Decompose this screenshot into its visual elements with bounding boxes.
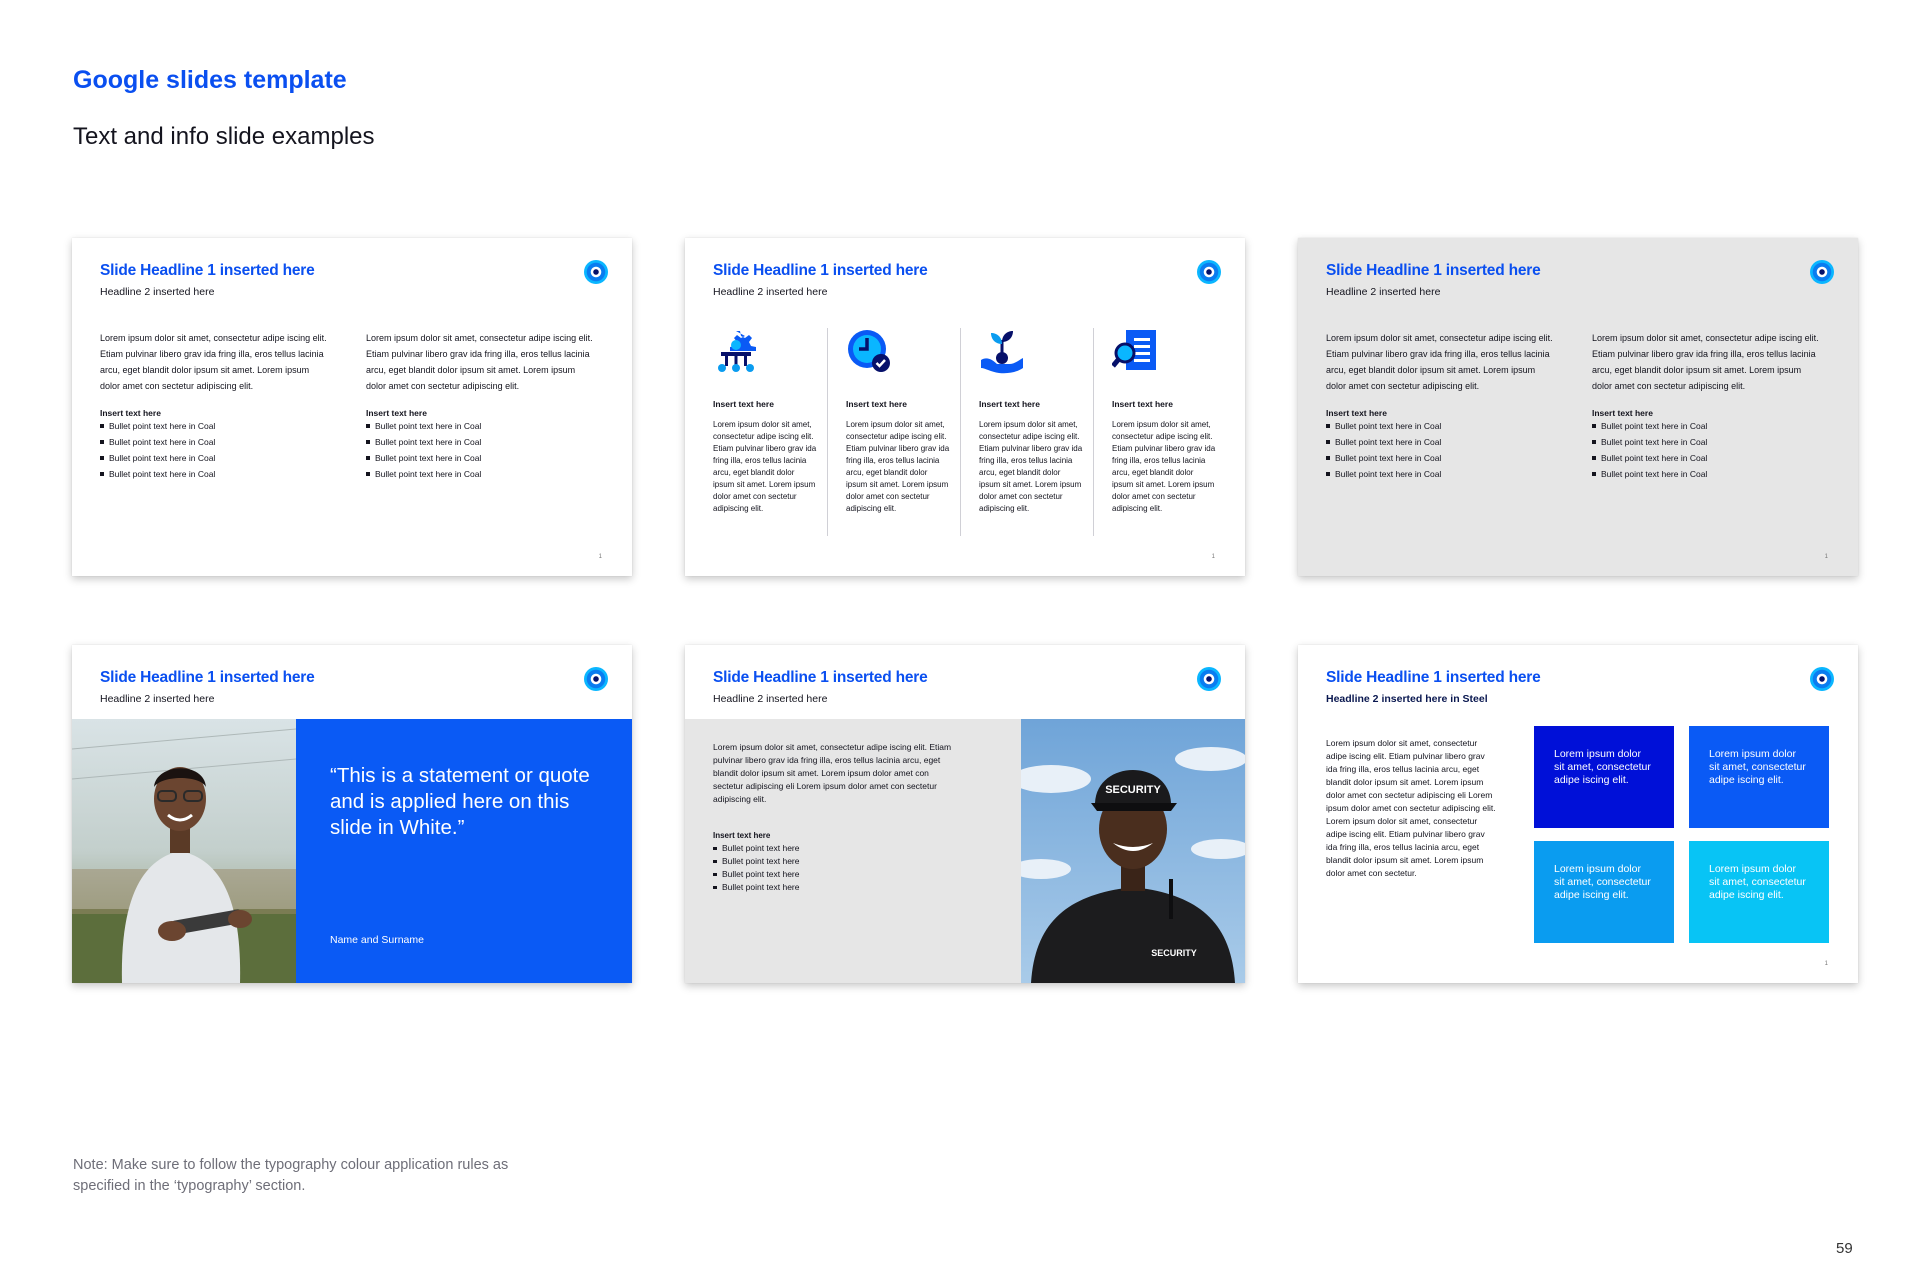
bullet-item: Bullet point text here in Coal — [1592, 434, 1822, 450]
bullet-item: Bullet point text here in Coal — [366, 418, 596, 434]
section-label: Insert text here — [713, 831, 771, 840]
slide-subheadline: Headline 2 inserted here in Steel — [1326, 693, 1488, 705]
slide-two-column-white[interactable] — [72, 238, 632, 576]
slide-headline: Slide Headline 1 inserted here — [1326, 262, 1541, 279]
body-text: Lorem ipsum dolor sit amet, consectetur adipe iscing elit. Etiam pulvinar libero grav ida fring illa, eros tellus lacinia arcu, eget blandit dolor ipsum sit amet. Lorem ipsum dolor amet con sectetur adipiscing eli Lorem ipsum dolor amet con sectetur adipiscing elit. — [713, 742, 952, 804]
quote-panel — [296, 719, 632, 983]
slide-number: 1 — [598, 554, 602, 560]
grey-text-panel — [685, 719, 1021, 983]
column-label: Insert text here — [979, 399, 1040, 409]
slide-text-tiles[interactable] — [1298, 645, 1858, 983]
section-label: Insert text here — [100, 408, 161, 418]
slide-subheadline: Headline 2 inserted here — [713, 286, 828, 298]
info-tile: Lorem ipsum dolor sit amet, consectetur adipe iscing elit. — [1689, 726, 1829, 828]
clock-check-icon — [846, 328, 892, 374]
body-text: Lorem ipsum dolor sit amet, consectetur adipe iscing elit. Etiam pulvinar libero grav ida fring illa, eros tellus lacinia arcu, eget blandit dolor ipsum sit amet. Lorem ipsum dolor amet con sectetur adipiscing elit. — [1326, 333, 1553, 391]
slide-subheadline: Headline 2 inserted here — [100, 693, 215, 705]
bullet-item: Bullet point text here in Coal — [1326, 466, 1556, 482]
security-guard-photo — [1021, 719, 1245, 983]
slide-headline: Slide Headline 1 inserted here — [100, 669, 315, 686]
column-body: Lorem ipsum dolor sit amet, consectetur adipe iscing elit. Etiam pulvinar libero grav ida fring illa, eros tellus lacinia arcu, eget blandit dolor ipsum sit amet. Lorem ipsum dolor amet con sectetur adipiscing elit. — [846, 420, 950, 513]
section-label: Insert text here — [366, 408, 427, 418]
bullet-list — [1592, 418, 1822, 482]
bullet-item: Bullet point text here in Coal — [1592, 450, 1822, 466]
brand-logo-icon — [1197, 260, 1221, 284]
column-label: Insert text here — [713, 399, 774, 409]
info-tile: Lorem ipsum dolor sit amet, consectetur adipe iscing elit. — [1689, 841, 1829, 943]
bullet-item: Bullet point text here in Coal — [366, 450, 596, 466]
bullet-item: Bullet point text here in Coal — [1592, 418, 1822, 434]
brand-logo-icon — [1810, 260, 1834, 284]
column-label: Insert text here — [846, 399, 907, 409]
page-note: Note: Make sure to follow the typography colour application rules as specified in the ‘typography’ section. — [73, 1157, 509, 1194]
slide-text-photo[interactable] — [685, 645, 1245, 983]
slide-number: 1 — [1824, 961, 1828, 967]
brand-logo-icon — [1810, 667, 1834, 691]
icon-column — [1112, 328, 1216, 528]
info-tile: Lorem ipsum dolor sit amet, consectetur adipe iscing elit. — [1534, 726, 1674, 828]
bullet-item: Bullet point text here — [713, 881, 800, 894]
bullet-list — [366, 418, 596, 482]
bullet-item: Bullet point text here in Coal — [100, 434, 330, 450]
cap-badge-text: SECURITY — [1105, 784, 1161, 796]
slide-number: 1 — [1824, 554, 1828, 560]
quote-text: “This is a statement or quote and is applied here on this slide in White.” — [330, 764, 590, 839]
text-column — [1326, 330, 1556, 482]
body-text: Lorem ipsum dolor sit amet, consectetur adipe iscing elit. Etiam pulvinar libero grav ida fring illa, eros tellus lacinia arcu, eget blandit dolor ipsum sit amet. Lorem ipsum dolor amet con sectetur adipiscing elit. — [366, 333, 593, 391]
page-subtitle: Text and info slide examples — [73, 123, 375, 150]
text-column — [366, 330, 596, 482]
slide-subheadline: Headline 2 inserted here — [713, 693, 828, 705]
text-column — [1592, 330, 1822, 482]
slide-headline: Slide Headline 1 inserted here — [713, 262, 928, 279]
column-divider — [827, 328, 828, 536]
icon-column — [979, 328, 1083, 528]
icon-column — [713, 328, 817, 528]
bullet-item: Bullet point text here in Coal — [100, 466, 330, 482]
column-body: Lorem ipsum dolor sit amet, consectetur adipe iscing elit. Etiam pulvinar libero grav ida fring illa, eros tellus lacinia arcu, eget blandit dolor ipsum sit amet. Lorem ipsum dolor amet con sectetur adipiscing elit. — [1112, 420, 1216, 513]
column-divider — [960, 328, 961, 536]
slide-number: 1 — [1211, 554, 1215, 560]
chest-badge-text: SECURITY — [1151, 948, 1197, 958]
bullet-item: Bullet point text here in Coal — [366, 466, 596, 482]
section-label: Insert text here — [1326, 408, 1387, 418]
bullet-item: Bullet point text here in Coal — [100, 418, 330, 434]
slide-headline: Slide Headline 1 inserted here — [100, 262, 315, 279]
bullet-item: Bullet point text here in Coal — [100, 450, 330, 466]
column-body: Lorem ipsum dolor sit amet, consectetur adipe iscing elit. Etiam pulvinar libero grav ida fring illa, eros tellus lacinia arcu, eget blandit dolor ipsum sit amet. Lorem ipsum dolor amet con sectetur adipiscing elit. — [979, 420, 1083, 513]
brand-logo-icon — [584, 667, 608, 691]
bullet-item: Bullet point text here in Coal — [1592, 466, 1822, 482]
bullet-item: Bullet point text here in Coal — [1326, 418, 1556, 434]
slide-headline: Slide Headline 1 inserted here — [713, 669, 928, 686]
bullet-item: Bullet point text here — [713, 842, 800, 855]
bullet-item: Bullet point text here in Coal — [1326, 434, 1556, 450]
text-column — [100, 330, 330, 482]
brand-logo-icon — [584, 260, 608, 284]
bullet-item: Bullet point text here — [713, 855, 800, 868]
page-number: 59 — [1836, 1240, 1853, 1257]
bullet-item: Bullet point text here in Coal — [366, 434, 596, 450]
bullet-list — [1326, 418, 1556, 482]
body-text: Lorem ipsum dolor sit amet, consectetur adipe iscing elit. Etiam pulvinar libero grav ida fring illa, eros tellus lacinia arcu, eget blandit dolor ipsum sit amet. Lorem ipsum dolor amet con sectetur adipiscing eli Lorem ipsum dolor amet con sectetur adipiscing elit. Lorem ipsum dolor sit amet, consectetur adipe iscing elit. Etiam pulvinar libero grav ida fring illa, eros tellus lacinia arcu, eget blandit dolor ipsum sit amet. Lorem ipsum dolor amet con sectetur. — [1326, 738, 1496, 878]
column-label: Insert text here — [1112, 399, 1173, 409]
info-tile: Lorem ipsum dolor sit amet, consectetur adipe iscing elit. — [1534, 841, 1674, 943]
person-photo — [72, 719, 296, 983]
slide-headline: Slide Headline 1 inserted here — [1326, 669, 1541, 686]
bullet-item: Bullet point text here in Coal — [1326, 450, 1556, 466]
column-divider — [1093, 328, 1094, 536]
column-body: Lorem ipsum dolor sit amet, consectetur adipe iscing elit. Etiam pulvinar libero grav ida fring illa, eros tellus lacinia arcu, eget blandit dolor ipsum sit amet. Lorem ipsum dolor amet con sectetur adipiscing elit. — [713, 420, 817, 513]
icon-column — [846, 328, 950, 528]
brand-logo-icon — [1197, 667, 1221, 691]
document-search-icon — [1112, 328, 1158, 374]
bullet-item: Bullet point text here — [713, 868, 800, 881]
bullet-list — [100, 418, 330, 482]
section-label: Insert text here — [1592, 408, 1653, 418]
slide-two-column-grey[interactable] — [1298, 238, 1858, 576]
hand-plant-icon — [979, 328, 1025, 374]
body-text: Lorem ipsum dolor sit amet, consectetur adipe iscing elit. Etiam pulvinar libero grav ida fring illa, eros tellus lacinia arcu, eget blandit dolor ipsum sit amet. Lorem ipsum dolor amet con sectetur adipiscing elit. — [100, 333, 327, 391]
quote-attribution: Name and Surname — [330, 934, 424, 946]
slide-quote[interactable] — [72, 645, 632, 983]
body-text: Lorem ipsum dolor sit amet, consectetur adipe iscing elit. Etiam pulvinar libero grav ida fring illa, eros tellus lacinia arcu, eget blandit dolor ipsum sit amet. Lorem ipsum dolor amet con sectetur adipiscing elit. — [1592, 333, 1819, 391]
slide-subheadline: Headline 2 inserted here — [100, 286, 215, 298]
slide-subheadline: Headline 2 inserted here — [1326, 286, 1441, 298]
gear-network-icon — [713, 328, 759, 374]
slide-icon-columns[interactable] — [685, 238, 1245, 576]
page-title: Google slides template — [73, 66, 347, 94]
bullet-list — [713, 842, 800, 894]
